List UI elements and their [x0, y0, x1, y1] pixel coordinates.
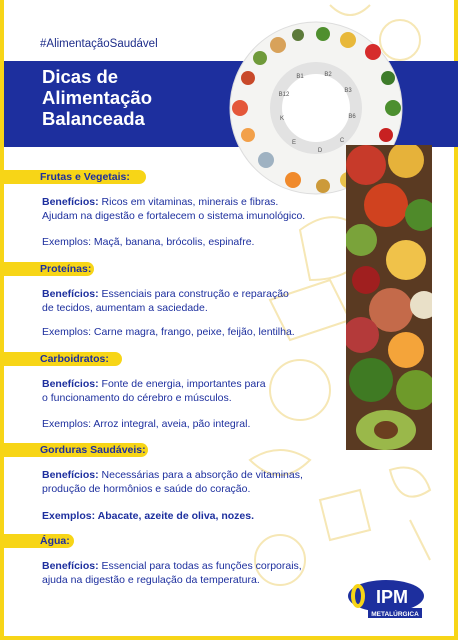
svg-text:IPM: IPM: [375, 587, 409, 607]
wheel-label: B1: [296, 74, 304, 80]
water-benefits: Benefícios: Essencial para todas as funções corporais, ajuda na digestão e regulação da temperatura.: [42, 560, 302, 586]
wheel-label: C: [339, 138, 345, 144]
carbs-benefits: Benefícios: Fonte de energia, importantes para o funcionamento do cérebro e músculos.: [42, 378, 266, 404]
page-title: Dicas de Alimentação Balanceada: [42, 66, 153, 129]
section-heading-fats: Gorduras Saudáveis:: [0, 443, 148, 457]
wheel-label: B12: [278, 92, 290, 98]
section-heading-proteins: Proteínas:: [0, 262, 94, 276]
fruits-examples: Exemplos: Maçã, banana, brócolis, espinafre.: [42, 236, 255, 248]
carbs-examples: Exemplos: Arroz integral, aveia, pão integral.: [42, 418, 251, 430]
svg-text:METALÚRGICA: METALÚRGICA: [371, 611, 419, 618]
section-heading-water: Água:: [0, 534, 74, 548]
wheel-label: K: [279, 116, 285, 122]
wheel-label: B6: [348, 114, 356, 120]
healthy-food-photo: [346, 145, 432, 450]
wheel-label: B2: [324, 72, 332, 78]
proteins-benefits: Benefícios: Essenciais para construção e reparação de tecidos, aumentam a saciedade.: [42, 288, 289, 314]
wheel-label: D: [317, 148, 323, 154]
fats-benefits: Benefícios: Necessárias para a absorção de vitaminas, produção de hormônios e saúde do coração.: [42, 469, 303, 495]
wheel-label: B3: [344, 88, 352, 94]
ipm-metalurgica-logo: [346, 576, 426, 620]
hashtag: #AlimentaçãoSaudável: [40, 38, 158, 50]
fats-examples: Exemplos: Abacate, azeite de oliva, nozes.: [42, 510, 255, 522]
wheel-label: E: [291, 140, 297, 146]
section-heading-carbs: Carboidratos:: [0, 352, 122, 366]
section-heading-fruits: Frutas e Vegetais:: [0, 170, 146, 184]
proteins-examples: Exemplos: Carne magra, frango, peixe, feijão, lentilha.: [42, 326, 295, 338]
fruits-benefits: Benefícios: Ricos em vitaminas, minerais e fibras. Ajudam na digestão e fortalecem o sistema imunológico.: [42, 196, 306, 222]
bottom-yellow-border: [0, 636, 458, 640]
